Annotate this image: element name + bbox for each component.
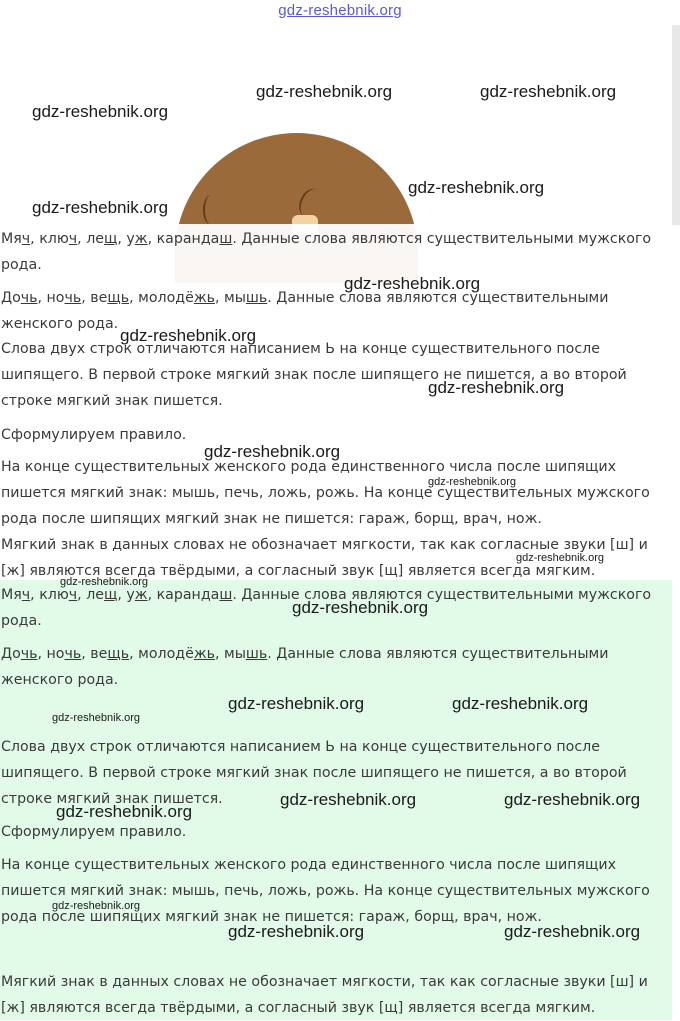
text: , но (37, 290, 65, 306)
text: , ве (81, 290, 108, 306)
text: Мя (1, 231, 22, 247)
answer-section-1 (0, 224, 672, 580)
site-link-text[interactable]: gdz-reshebnik.org (278, 2, 402, 19)
text: , у (117, 231, 135, 247)
underlined-letter: ч (68, 231, 78, 247)
line-feminine (0, 285, 671, 337)
underlined-letter: ж (134, 231, 148, 247)
watermark: gdz-reshebnik.org (292, 598, 429, 617)
watermark: gdz-reshebnik.org (32, 198, 169, 217)
rule-paragraph: На конце существительных женского рода единственного числа после шипящих пишется мягкий знак: мышь, печь, ложь, рожь. На конце существительных мужского рода после шипящих мягкий знак не пишется: гараж, борщ, врач, нож. (1, 459, 650, 527)
text: До (1, 290, 21, 306)
underlined-letter: чь (64, 290, 82, 306)
underlined-letter: чь (20, 646, 38, 662)
text: , молодё (129, 290, 194, 306)
hair-strand (203, 195, 219, 225)
rule-paragraph: На конце существительных женского рода единственного числа после шипящих пишется мягкий знак: мышь, печь, ложь, рожь. На конце существительных мужского рода после шипящих мягкий знак не пишется: гараж, борщ, врач, нож. (1, 857, 650, 925)
text: , каранда (147, 231, 220, 247)
sound-paragraph: Мягкий знак в данных словах не обозначает мягкости, так как согласные звуки [ш] и [ж] являются всегда твёрдыми, а согласный звук [щ] является всегда мягким. (1, 974, 648, 1016)
watermark: gdz-reshebnik.org (52, 900, 141, 912)
watermark: gdz-reshebnik.org (428, 378, 565, 397)
rule-intro: Сформулируем правило. (1, 824, 187, 840)
text: . Данные слова являются существительными мужского рода. (1, 231, 652, 273)
text: , ве (81, 646, 108, 662)
underlined-letter: ч (21, 587, 31, 603)
explanation-paragraph: Слова двух строк отличаются написанием Ь на конце существительного после шипящего. В первой строке мягкий знак после шипящего не пишется, а во второй строке мягкий знак пишется. (1, 739, 627, 807)
text: . Данные слова являются существительными женского рода. (1, 646, 609, 688)
underlined-letter: ш (219, 231, 233, 247)
watermark: gdz-reshebnik.org (120, 326, 257, 345)
text: , у (117, 587, 135, 603)
underlined-letter: щ (104, 587, 118, 603)
watermark: gdz-reshebnik.org (408, 178, 545, 197)
watermark: gdz-reshebnik.org (452, 694, 589, 713)
watermark: gdz-reshebnik.org (504, 922, 641, 941)
underlined-letter: ч (21, 231, 31, 247)
watermark: gdz-reshebnik.org (256, 82, 393, 101)
text: , клю (30, 231, 69, 247)
watermark: gdz-reshebnik.org (204, 442, 341, 461)
watermark: gdz-reshebnik.org (228, 694, 365, 713)
watermark: gdz-reshebnik.org (60, 576, 149, 588)
text: , каранда (147, 587, 220, 603)
watermark: gdz-reshebnik.org (504, 790, 641, 809)
text: , молодё (129, 646, 194, 662)
watermark: gdz-reshebnik.org (480, 82, 617, 101)
underlined-letter: щь (107, 290, 130, 306)
underlined-letter: щь (107, 646, 130, 662)
underlined-letter: чь (20, 290, 38, 306)
line-feminine (0, 641, 671, 693)
underlined-letter: ш (219, 587, 233, 603)
text: , клю (30, 587, 69, 603)
watermark: gdz-reshebnik.org (516, 552, 605, 564)
watermark: gdz-reshebnik.org (228, 922, 365, 941)
watermark: gdz-reshebnik.org (428, 476, 517, 488)
sound-paragraph: Мягкий знак в данных словах не обозначает мягкости, так как согласные звуки [ш] и [ж] являются всегда твёрдыми, а согласный звук [щ] является всегда мягким. (1, 537, 648, 579)
text: , но (37, 646, 65, 662)
text: , ле (77, 587, 104, 603)
underlined-letter: щ (104, 231, 118, 247)
text: До (1, 646, 21, 662)
watermark: gdz-reshebnik.org (280, 790, 417, 809)
watermark: gdz-reshebnik.org (32, 102, 169, 121)
text: , ле (77, 231, 104, 247)
underlined-letter: шь (245, 290, 268, 306)
scrollbar[interactable] (672, 25, 680, 225)
text: . Данные слова являются существительными мужского рода. (1, 587, 652, 629)
text: , мы (214, 646, 246, 662)
text: Мя (1, 587, 22, 603)
explanation-paragraph: Слова двух строк отличаются написанием Ь на конце существительного после шипящего. В первой строке мягкий знак после шипящего не пишется, а во второй строке мягкий знак пишется. (1, 341, 627, 409)
underlined-letter: ч (68, 587, 78, 603)
line-masculine (0, 226, 671, 278)
underlined-letter: ж (134, 587, 148, 603)
text: . Данные слова являются существительными женского рода. (1, 290, 609, 332)
underlined-letter: жь (193, 290, 215, 306)
text: , мы (214, 290, 246, 306)
watermark: gdz-reshebnik.org (52, 712, 141, 724)
watermark: gdz-reshebnik.org (344, 274, 481, 293)
rule-intro: Сформулируем правило. (1, 427, 187, 443)
underlined-letter: шь (245, 646, 268, 662)
watermark: gdz-reshebnik.org (56, 802, 193, 821)
underlined-letter: чь (64, 646, 82, 662)
site-link[interactable] (0, 2, 680, 19)
underlined-letter: жь (193, 646, 215, 662)
